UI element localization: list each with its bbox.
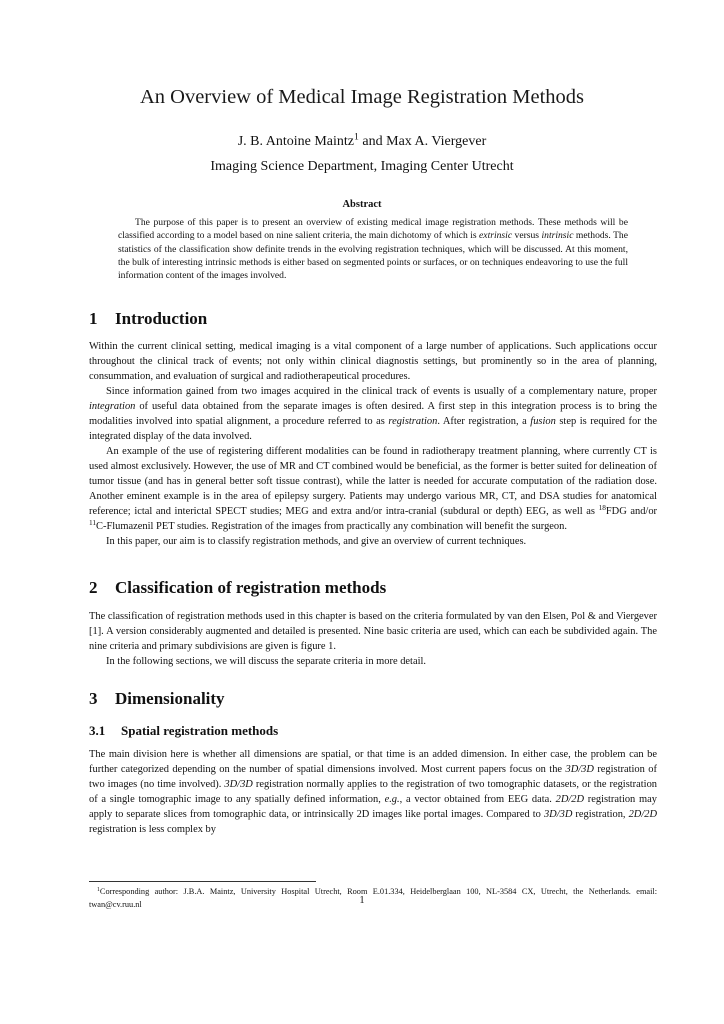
section-number: 3	[89, 689, 98, 708]
emphasis: 3D/3D	[543, 809, 573, 820]
emphasis: fusion	[530, 416, 556, 427]
section-title: Dimensionality	[115, 689, 225, 708]
emphasis: 3D/3D	[224, 779, 253, 790]
text-run: step is required for the integrated display of the data involved.	[89, 416, 657, 442]
abstract-part: methods. The statistics of the classification show definite trends in the evolving registration techniques, which will be discussed. At this moment, the bulk of interesting intrinsic methods is either based on segmented points or surfaces, or on techniques endeavoring to use the full information content of the images involved.	[118, 230, 628, 282]
paragraph	[89, 444, 657, 534]
abstract-emphasis: extrinsic	[479, 230, 513, 242]
paragraph: In the following sections, we will discuss the separate criteria in more detail.	[106, 656, 426, 667]
section-title: Introduction	[115, 309, 208, 328]
text-run: Since information gained from two images acquired in the clinical track of events is usually of a complementary nature, proper	[106, 386, 657, 397]
text-run: FDG and/or	[605, 506, 658, 517]
text-run: registration,	[572, 809, 629, 820]
emphasis: 2D/2D	[555, 794, 585, 805]
emphasis: 2D/2D	[628, 809, 657, 820]
emphasis: registration	[388, 416, 438, 427]
page-number: 1	[359, 895, 365, 906]
footnote-mark: 1	[97, 886, 100, 893]
subsection-number: 3.1	[89, 723, 106, 738]
abstract-part: The purpose of this paper is to present an overview of existing medical image registration methods. These methods will be classified according to a model based on nine salient criteria, the main dichotomy of which is	[118, 217, 628, 242]
footnote-text: Corresponding author: J.B.A. Maintz, University Hospital Utrecht, Room E.01.334, Heidelberglaan 100, NL-3584 CX, Utrecht, the Netherlands. email: twan@cv.ruu.nl	[89, 887, 657, 909]
section-1-body	[89, 339, 657, 549]
section-heading-classification	[89, 578, 386, 598]
text-run: . After registration, a	[437, 416, 531, 427]
text-run: registration normally applies to the registration of two tomographic datasets, or the registration of a single tomographic image to any spatially defined information,	[89, 779, 658, 805]
section-2-body	[89, 609, 657, 669]
paragraph	[89, 384, 657, 444]
abstract-emphasis: intrinsic	[541, 230, 574, 242]
section-3-body	[89, 747, 657, 837]
paragraph: The classification of registration methods used in this chapter is based on the criteria formulated by van den Elsen, Pol & and Viergever [1]. A version considerably augmented and detailed is presented. Nine basic criteria are used, which can each be subdivided again. The nine criteria and primary subdivisions are given is figure 1.	[89, 611, 657, 652]
abstract-heading: Abstract	[342, 199, 382, 210]
paragraph	[89, 747, 657, 837]
author-names-second: and Max A. Viergever	[358, 134, 487, 149]
isotope-superscript: 18	[598, 502, 606, 512]
paragraph: In this paper, our aim is to classify registration methods, and give an overview of current techniques.	[106, 536, 527, 547]
abstract-part: versus	[512, 230, 542, 242]
text-run: registration may apply to separate slices from tomographic data, or intrinsically 2D images like portal images. Compared to	[89, 794, 657, 820]
emphasis: 3D/3D	[565, 764, 594, 775]
author-line	[0, 133, 724, 151]
text-run: C-Flumazenil PET studies. Registration of the images from practically any combination will benefit the surgeon.	[96, 521, 567, 532]
section-heading-dimensionality	[89, 689, 225, 709]
section-title: Classification of registration methods	[115, 578, 387, 597]
abstract-text	[118, 216, 628, 282]
isotope-superscript: 11	[89, 517, 97, 527]
footnote-divider	[89, 881, 316, 882]
section-number: 2	[89, 578, 98, 597]
affiliation: Imaging Science Department, Imaging Center Utrecht	[210, 159, 514, 174]
text-run: registration of two images (no time involved).	[89, 764, 657, 790]
text-run: An example of the use of registering different modalities can be found in radiotherapy treatment planning, where currently CT is used almost exclusively. However, the use of MR and CT combined would be beneficial, as the former is better suited for delineation of tumor tissue (and has in general better soft tissue contrast), while the latter is needed for accurate computation of the radiation dose. Another eminent example is in the area of epilepsy surgery. Patients may undergo various MR, CT, and DSA studies for anatomical reference; ictal and interictal SPECT studies; MEG and extra and/or intra-cranial (subdural or depth) EEG, as well as	[89, 446, 657, 517]
author-names-first: J. B. Antoine Maintz	[237, 134, 355, 149]
paragraph: Within the current clinical setting, medical imaging is a vital component of a large number of applications. Such applications occur throughout the clinical track of events; not only within clinical diagnostis settings, but prominently so in the area of planning, consummation, and evaluation of surgical and radiotherapeutical procedures.	[89, 341, 657, 382]
subsection-title: Spatial registration methods	[121, 723, 279, 738]
paper-title: An Overview of Medical Image Registration Methods	[139, 86, 585, 108]
subsection-heading-spatial	[89, 723, 278, 739]
text-run: , a vector obtained from EEG data.	[399, 794, 556, 805]
text-run: of useful data obtained from the separate images is often desired. A first step in this integration process is to bring the modalities involved into spatial alignment, a procedure referred to as	[89, 401, 657, 427]
author-footnote-mark: 1	[354, 131, 359, 143]
emphasis: integration	[89, 401, 136, 412]
section-heading-introduction	[89, 309, 207, 329]
section-number: 1	[89, 309, 98, 328]
text-run: registration is less complex by	[89, 824, 216, 835]
emphasis: e.g.	[384, 794, 400, 805]
text-run: The main division here is whether all dimensions are spatial, or that time is an added dimension. In either case, the problem can be further categorized depending on the number of spatial dimensions involved. Most current papers focus on the	[89, 749, 657, 775]
